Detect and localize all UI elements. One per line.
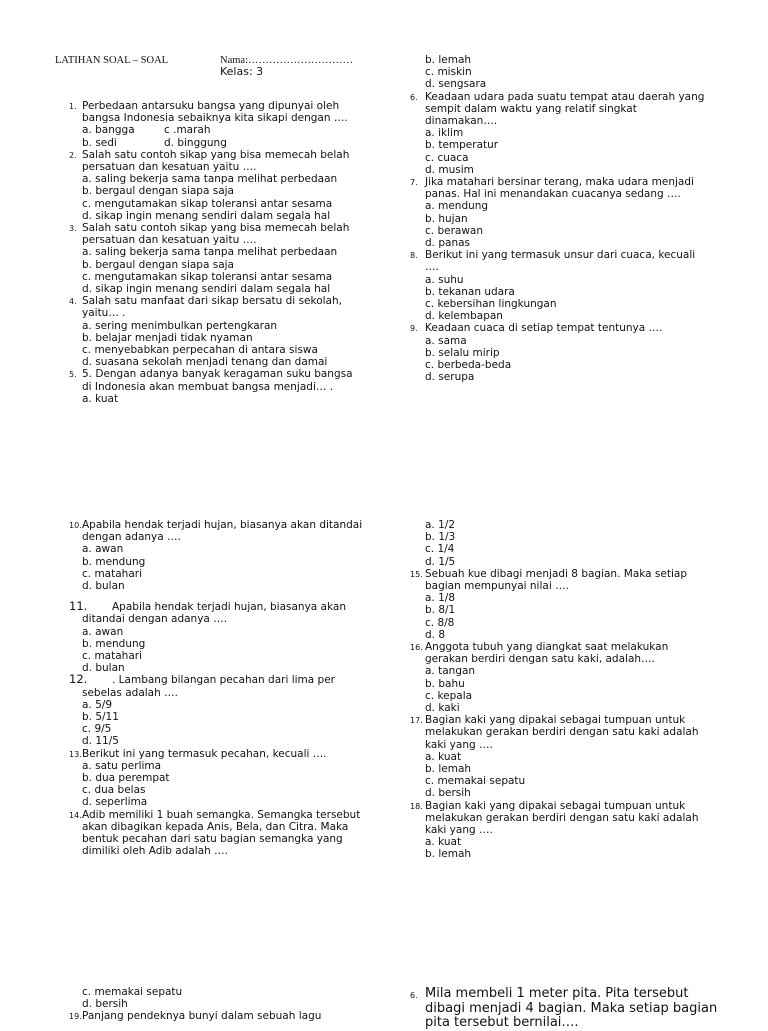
question-stem-line: yaitu… . bbox=[82, 307, 126, 320]
question-stem-line: Adib memiliki 1 buah semangka. Semangka tersebut bbox=[82, 808, 361, 821]
question-item bbox=[410, 641, 740, 714]
answer-option: a. 1/2 bbox=[425, 519, 456, 531]
question-stem-line: Jika matahari bersinar terang, maka udara menjadi bbox=[425, 176, 694, 189]
question-stem-line: dinamakan…. bbox=[425, 115, 498, 128]
question-item bbox=[55, 748, 385, 809]
answer-option: d. binggung bbox=[164, 136, 227, 149]
left-column-bottom bbox=[55, 986, 385, 1023]
answer-option: a. iklim bbox=[425, 127, 464, 140]
class-label: Kelas: 3 bbox=[220, 65, 264, 78]
answer-option: b. 1/3 bbox=[425, 531, 456, 544]
question-stem-line: Salah satu manfaat dari sikap bersatu di sekolah, bbox=[82, 295, 342, 308]
question-number: 1. bbox=[69, 102, 77, 111]
answer-option: b. lemah bbox=[425, 763, 472, 776]
answer-option: a. suhu bbox=[425, 273, 464, 286]
answer-option: d. 1/5 bbox=[425, 555, 456, 568]
answer-option: d. bersih bbox=[82, 998, 128, 1011]
question-stem-line: Bagian kaki yang dipakai sebagai tumpuan untuk bbox=[425, 799, 686, 812]
question-stem-line: . Lambang bilangan pecahan dari lima per bbox=[112, 674, 335, 687]
answer-option: a. 1/8 bbox=[425, 592, 456, 605]
answer-option: a. tangan bbox=[425, 665, 476, 678]
answer-option: a. bangga bbox=[82, 124, 135, 137]
question-item bbox=[55, 149, 385, 222]
question-stem-line: Keadaan udara pada suatu tempat atau daerah yang bbox=[425, 90, 705, 103]
answer-option-row bbox=[82, 137, 385, 149]
sheet-title: LATIHAN SOAL – SOAL bbox=[55, 55, 169, 66]
question-item bbox=[410, 91, 740, 176]
answer-option: c. matahari bbox=[82, 567, 142, 580]
answer-option: b. hujan bbox=[425, 212, 468, 225]
question-number: 9. bbox=[410, 324, 418, 334]
question-stem-line: di Indonesia akan membuat bangsa menjadi… . bbox=[82, 380, 334, 393]
right-column-top bbox=[410, 54, 740, 383]
answer-option: b. belajar menjadi tidak nyaman bbox=[82, 331, 253, 344]
question-item bbox=[55, 368, 385, 405]
answer-option: b. bahu bbox=[425, 677, 465, 690]
carried-over-options bbox=[410, 519, 740, 568]
question-number: 11. bbox=[69, 599, 88, 614]
answer-option: c. berawan bbox=[425, 224, 484, 237]
answer-option: c. menyebabkan perpecahan di antara siswa bbox=[82, 344, 318, 357]
right-column-middle bbox=[410, 519, 740, 861]
question-item bbox=[410, 714, 740, 799]
question-number: 5. bbox=[69, 370, 77, 380]
question-number: 2. bbox=[69, 150, 77, 160]
question-stem-line: Mila membeli 1 meter pita. Pita tersebut bbox=[425, 986, 689, 1001]
answer-option: c. cuaca bbox=[425, 151, 469, 164]
answer-option: b. temperatur bbox=[425, 139, 499, 152]
answer-option: b. mendung bbox=[82, 555, 146, 568]
answer-option: b. dua perempat bbox=[82, 772, 170, 785]
answer-option: b. sedi bbox=[82, 136, 117, 149]
question-number: 14. bbox=[69, 810, 82, 820]
question-item bbox=[410, 568, 740, 641]
question-item bbox=[410, 176, 740, 249]
answer-option: c. memakai sepatu bbox=[425, 775, 526, 788]
answer-option: a. 5/9 bbox=[82, 698, 113, 711]
question-item bbox=[55, 100, 385, 149]
question-number: 15. bbox=[410, 569, 423, 579]
answer-option: d. 11/5 bbox=[82, 735, 119, 748]
question-stem-line: kaki yang …. bbox=[425, 824, 493, 837]
answer-option: a. kuat bbox=[82, 392, 119, 405]
carried-over-options bbox=[55, 986, 385, 1010]
question-number: 3. bbox=[69, 224, 77, 234]
answer-option: b. lemah bbox=[425, 848, 472, 861]
answer-option: d. sengsara bbox=[425, 78, 487, 91]
answer-option: c. berbeda-beda bbox=[425, 359, 512, 372]
question-number: 4. bbox=[69, 297, 77, 307]
question-number: 12. bbox=[69, 672, 88, 687]
question-stem-line: panas. Hal ini menandakan cuacanya sedang …. bbox=[425, 188, 681, 201]
question-number: 7. bbox=[410, 178, 418, 188]
answer-option: a. sama bbox=[425, 334, 467, 347]
question-stem-line: kaki yang …. bbox=[425, 738, 493, 751]
question-stem-line: gerakan berdiri dengan satu kaki, adalah…. bbox=[425, 653, 655, 666]
answer-option: b. bergaul dengan siapa saja bbox=[82, 185, 234, 198]
left-column-top bbox=[55, 100, 385, 405]
question-stem-line: dengan adanya …. bbox=[82, 531, 181, 544]
answer-option: d. kelembapan bbox=[425, 310, 503, 323]
question-stem-line: Berikut ini yang termasuk unsur dari cuaca, kecuali bbox=[425, 249, 696, 262]
answer-option: a. kuat bbox=[425, 750, 462, 763]
answer-option: c. 8/8 bbox=[425, 616, 455, 629]
question-stem-line: Bagian kaki yang dipakai sebagai tumpuan untuk bbox=[425, 714, 686, 727]
answer-option: d. musim bbox=[425, 163, 474, 176]
answer-option: b. 8/1 bbox=[425, 604, 456, 617]
question-item bbox=[55, 222, 385, 295]
question-stem-line: Berikut ini yang termasuk pecahan, kecuali …. bbox=[82, 747, 327, 760]
answer-option: a. awan bbox=[82, 625, 124, 638]
question-stem-line: Panjang pendeknya bunyi dalam sebuah lagu bbox=[82, 1010, 322, 1023]
question-number: 17. bbox=[410, 716, 423, 726]
question-stem-line: ditandai dengan adanya …. bbox=[82, 613, 228, 626]
question-number: 16. bbox=[410, 643, 423, 653]
answer-option: d. seperlima bbox=[82, 796, 148, 809]
answer-option: c. mengutamakan sikap toleransi antar sesama bbox=[82, 270, 333, 283]
question-stem-line: 5. Dengan adanya banyak keragaman suku bangsa bbox=[82, 368, 353, 381]
answer-option: a. mendung bbox=[425, 200, 489, 213]
question-stem-line: Anggota tubuh yang diangkat saat melakukan bbox=[425, 641, 669, 654]
left-column-middle bbox=[55, 519, 385, 857]
question-stem-line: pita tersebut bernilai…. bbox=[425, 1015, 579, 1030]
answer-option: b. bergaul dengan siapa saja bbox=[82, 258, 234, 271]
answer-option: a. saling bekerja sama tanpa melihat perbedaan bbox=[82, 173, 338, 186]
answer-option: c. memakai sepatu bbox=[82, 986, 183, 998]
question-stem-line: Apabila hendak terjadi hujan, biasanya akan ditandai bbox=[82, 519, 363, 531]
answer-option: b. 5/11 bbox=[82, 711, 119, 724]
answer-option: d. sikap ingin menang sendiri dalam segala hal bbox=[82, 283, 331, 296]
answer-option: c. matahari bbox=[82, 650, 142, 663]
answer-option: d. bersih bbox=[425, 787, 471, 800]
name-field-label: Nama:………………………… bbox=[220, 55, 353, 66]
question-item bbox=[410, 322, 740, 383]
carried-over-options bbox=[410, 54, 740, 91]
answer-option: a. awan bbox=[82, 543, 124, 556]
answer-option: c. kepala bbox=[425, 689, 473, 702]
question-stem-line: Salah satu contoh sikap yang bisa memecah belah bbox=[82, 148, 350, 161]
answer-option: c. kebersihan lingkungan bbox=[425, 298, 557, 311]
question-stem-line: melakukan gerakan berdiri dengan satu kaki adalah bbox=[425, 726, 699, 739]
answer-option: d. bulan bbox=[82, 662, 125, 675]
question-item bbox=[410, 249, 740, 322]
answer-option: d. 8 bbox=[425, 628, 446, 641]
question-item bbox=[55, 295, 385, 368]
answer-option: c. 1/4 bbox=[425, 543, 455, 556]
answer-option: b. lemah bbox=[425, 54, 472, 66]
answer-option: c. 9/5 bbox=[82, 723, 112, 736]
question-item bbox=[55, 809, 385, 858]
question-number: 18. bbox=[410, 801, 423, 811]
answer-option: a. satu perlima bbox=[82, 759, 162, 772]
answer-option: a. sering menimbulkan pertengkaran bbox=[82, 319, 278, 332]
answer-option: c. dua belas bbox=[82, 784, 146, 797]
question-item bbox=[55, 1010, 385, 1022]
question-stem-line: …. bbox=[425, 261, 439, 274]
question-stem-line: akan dibagikan kepada Anis, Bela, dan Citra. Maka bbox=[82, 820, 349, 833]
question-stem-line: sempit dalam waktu yang relatif singkat bbox=[425, 102, 637, 115]
question-stem-line: Perbedaan antarsuku bangsa yang dipunyai oleh bbox=[82, 100, 340, 112]
question-number: 19. bbox=[69, 1012, 82, 1022]
question-number: 8. bbox=[410, 251, 418, 261]
answer-option: d. panas bbox=[425, 237, 470, 250]
question-stem-line: dibagi menjadi 4 bagian. Maka setiap bagian bbox=[425, 1000, 718, 1016]
question-stem-line: persatuan dan kesatuan yaitu …. bbox=[82, 234, 257, 247]
answer-option: d. suasana sekolah menjadi tenang dan damai bbox=[82, 356, 328, 369]
answer-option: d. serupa bbox=[425, 371, 475, 384]
question-stem-line: melakukan gerakan berdiri dengan satu kaki adalah bbox=[425, 811, 699, 824]
question-stem-line: persatuan dan kesatuan yaitu …. bbox=[82, 161, 257, 174]
question-item bbox=[410, 800, 740, 861]
answer-option: b. tekanan udara bbox=[425, 285, 515, 298]
question-stem-line: dimiliki oleh Adib adalah …. bbox=[82, 845, 228, 858]
question-number: 10. bbox=[69, 521, 82, 530]
question-stem-line: Keadaan cuaca di setiap tempat tentunya …. bbox=[425, 322, 663, 335]
answer-option: b. mendung bbox=[82, 637, 146, 650]
answer-option: c. mengutamakan sikap toleransi antar sesama bbox=[82, 197, 333, 210]
question-stem-line: Sebuah kue dibagi menjadi 8 bagian. Maka setiap bbox=[425, 567, 687, 580]
question-number: 6. bbox=[410, 92, 418, 102]
answer-option: c. miskin bbox=[425, 66, 472, 79]
question-item bbox=[55, 519, 385, 592]
answer-option-row bbox=[82, 124, 385, 136]
question-number: 13. bbox=[69, 749, 82, 759]
question-stem-line: bagian mempunyai nilai …. bbox=[425, 580, 569, 593]
question-stem-line: Salah satu contoh sikap yang bisa memecah belah bbox=[82, 222, 350, 235]
answer-option: a. saling bekerja sama tanpa melihat perbedaan bbox=[82, 246, 338, 259]
answer-option: d. bulan bbox=[82, 580, 125, 593]
question-stem-line: sebelas adalah …. bbox=[82, 686, 178, 699]
answer-option: b. selalu mirip bbox=[425, 346, 500, 359]
question-stem-line: bentuk pecahan dari satu bagian semangka yang bbox=[82, 833, 343, 846]
question-stem-line: bangsa Indonesia sebaiknya kita sikapi dengan …. bbox=[82, 112, 348, 125]
answer-option: a. kuat bbox=[425, 836, 462, 849]
question-number: 6. bbox=[410, 991, 418, 1000]
question-item bbox=[55, 601, 385, 674]
answer-option: d. kaki bbox=[425, 702, 460, 715]
answer-option: c .marah bbox=[164, 124, 211, 137]
answer-option: d. sikap ingin menang sendiri dalam segala hal bbox=[82, 209, 331, 222]
question-stem-line: Apabila hendak terjadi hujan, biasanya akan bbox=[112, 601, 346, 614]
question-item bbox=[55, 674, 385, 747]
